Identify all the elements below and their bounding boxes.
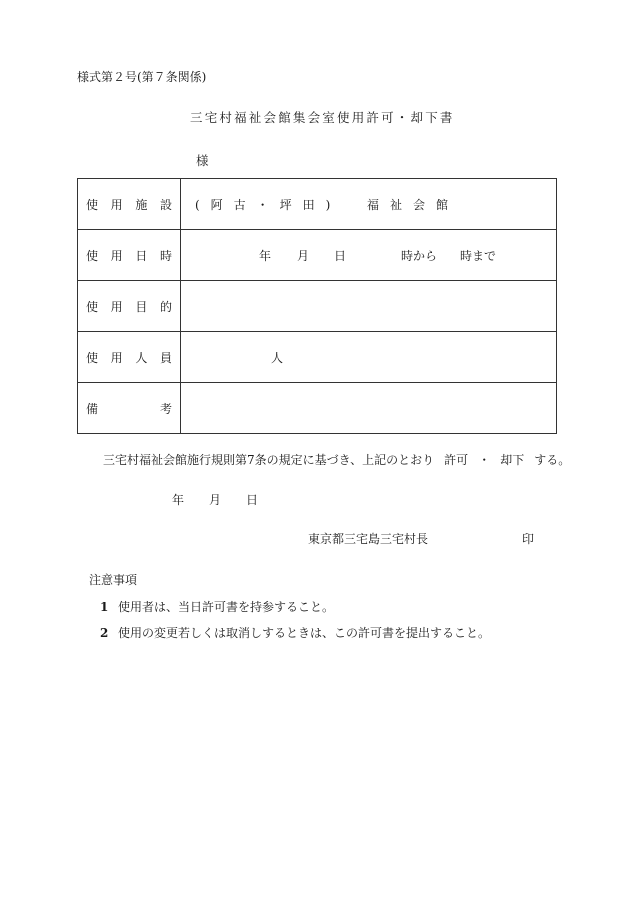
purpose-cell <box>181 281 557 332</box>
datetime-month-unit: 月 <box>297 249 310 263</box>
notes-heading: 注意事項 <box>89 573 138 587</box>
issuer-name: 東京都三宅島三宅村長 <box>308 532 429 546</box>
datetime-until-unit: 時まで <box>460 249 497 263</box>
remarks-label: 備考 <box>78 383 181 434</box>
facility-cell <box>181 179 557 230</box>
note-number: 1 <box>100 600 109 614</box>
table-row-people <box>78 332 557 383</box>
datetime-from-unit: 時から <box>401 249 438 263</box>
datetime-year-unit: 年 <box>259 249 272 263</box>
people-label: 使用人員 <box>78 332 181 383</box>
statement-text: 三宅村福祉会館施行規則第7条の規定に基づき、上記のとおり <box>103 453 435 467</box>
datetime-cell <box>181 230 557 281</box>
people-unit: 人 <box>271 351 284 365</box>
table-row-remarks <box>78 383 557 434</box>
table-row-datetime <box>78 230 557 281</box>
issue-date <box>172 491 258 508</box>
note-item <box>100 624 490 641</box>
reject-option: 却下 <box>500 453 525 467</box>
facility-area-value: (阿古・坪田) <box>195 198 342 212</box>
facility-name-value: 福祉会館 <box>367 198 460 212</box>
statement-ending: する。 <box>534 453 571 467</box>
table-row-facility <box>78 179 557 230</box>
remarks-cell <box>181 383 557 434</box>
seal-mark: 印 <box>522 532 535 546</box>
note-item <box>100 598 334 615</box>
people-cell <box>181 332 557 383</box>
purpose-label: 使用目的 <box>78 281 181 332</box>
note-text: 使用の変更若しくは取消しするときは、この許可書を提出すること。 <box>118 626 491 640</box>
note-text: 使用者は、当日許可書を持参すること。 <box>118 600 335 614</box>
issue-day-unit: 日 <box>246 493 259 507</box>
permit-option: 許可 <box>444 453 469 467</box>
form-number: 様式第２号(第７条関係) <box>77 70 207 84</box>
issue-month-unit: 月 <box>209 493 222 507</box>
decision-statement <box>103 451 570 468</box>
facility-label: 使用施設 <box>78 179 181 230</box>
table-row-purpose <box>78 281 557 332</box>
note-number: 2 <box>100 626 109 640</box>
issue-year-unit: 年 <box>172 493 185 507</box>
datetime-label: 使用日時 <box>78 230 181 281</box>
document-title: 三宅村福祉会館集会室使用許可・却下書 <box>190 110 455 125</box>
usage-details-table <box>77 178 557 434</box>
addressee-honorific: 様 <box>196 153 209 168</box>
datetime-day-unit: 日 <box>334 249 347 263</box>
option-separator: ・ <box>478 453 491 467</box>
